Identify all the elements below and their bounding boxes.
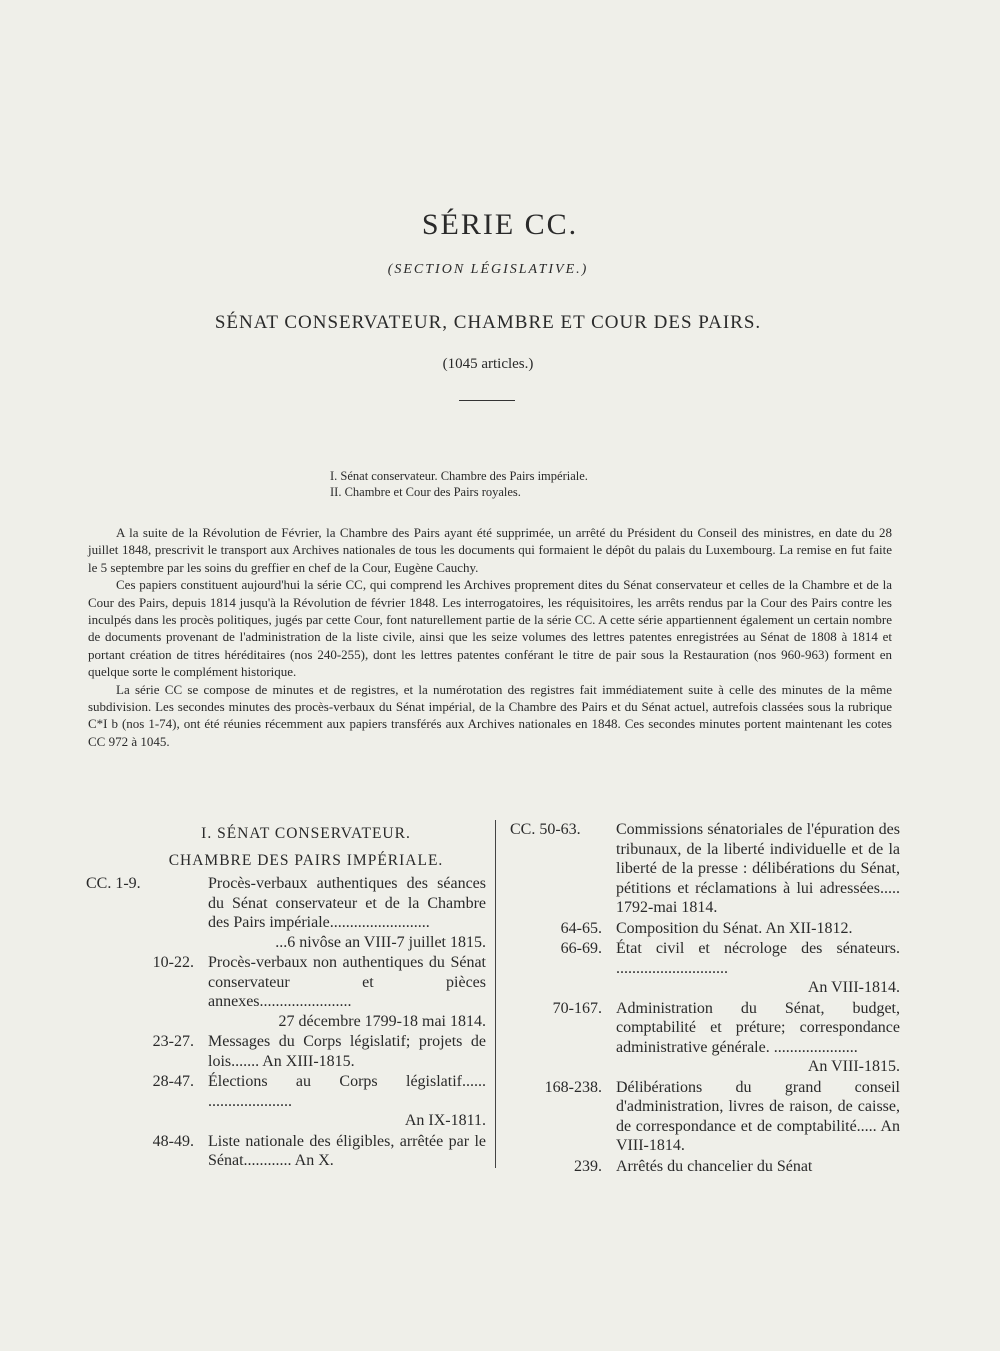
main-heading: SÉNAT CONSERVATEUR, CHAMBRE ET COUR DES PAIRS. bbox=[214, 312, 762, 333]
entry-desc: Messages du Corps législatif; projets de lois....... An XIII-1815. bbox=[208, 1033, 486, 1070]
entry-date: 27 décembre 1799-18 mai 1814. bbox=[278, 1012, 486, 1030]
articles-count: (1045 articles.) bbox=[442, 356, 534, 372]
entry-date: An VIII-1814. bbox=[807, 979, 900, 996]
entry-ref: 23-27. bbox=[152, 1033, 194, 1050]
inventory-entry bbox=[86, 1072, 486, 1131]
entry-date: An IX-1811. bbox=[404, 1112, 486, 1129]
inventory-entry bbox=[510, 939, 900, 998]
entry-date: ...6 nivôse an VIII-7 juillet 1815. bbox=[275, 933, 486, 951]
intro-paragraph: La série CC se compose de minutes et de registres, et la numérotation des registres fait immédiatement suite à celle des minutes de la même subdivision. Les secondes minutes des procès-verbaux du Sénat impérial, de la Chambre des Pairs et du Sénat actuel, autrefois classées sous la rubrique C*I b (nos 1-74), ont été réunies récemment aux papiers transférés aux Archives nationales en 1848. Ces secondes minutes portent maintenant les cotes CC 972 à 1045. bbox=[88, 681, 892, 749]
inventory-entry bbox=[510, 1078, 900, 1156]
entry-desc: Composition du Sénat. An XII-1812. bbox=[616, 919, 853, 937]
entry-desc: État civil et nécrologe des sénateurs. ............................ bbox=[616, 940, 900, 977]
entry-desc: Administration du Sénat, budget, comptabilité et préture; correspondance administrative générale. ..................... bbox=[616, 999, 900, 1056]
entry-date: An VIII-1815. bbox=[807, 1058, 900, 1075]
inventory-entry bbox=[510, 1157, 900, 1177]
inventory-entry bbox=[86, 874, 486, 952]
entry-ref: 239. bbox=[574, 1157, 602, 1175]
entry-desc: Arrêtés du chancelier du Sénat bbox=[616, 1157, 813, 1175]
entry-ref: 70-167. bbox=[552, 999, 602, 1017]
inventory-entry bbox=[86, 953, 486, 1031]
inventory-entry bbox=[86, 1032, 486, 1071]
entry-desc: Commissions sénatoriales de l'épuration des tribunaux, de la liberté individuelle et de la liberté de la presse : délibérations du Sénat, pétitions et réclamations à lui adressées..... 1792-mai 1814. bbox=[616, 821, 900, 916]
right-column bbox=[510, 820, 900, 1177]
entry-desc: Procès-verbaux authentiques des séances du Sénat conservateur et de la Chambre des Pairs impériale......................... bbox=[208, 875, 486, 931]
toc-item: I. Sénat conservateur. Chambre des Pairs impériale. bbox=[330, 469, 588, 483]
inventory-entry bbox=[86, 1132, 486, 1171]
section-subheading: CHAMBRE DES PAIRS IMPÉRIALE. bbox=[168, 852, 444, 869]
section-heading: I. SÉNAT CONSERVATEUR. bbox=[201, 825, 411, 842]
column-divider bbox=[495, 820, 496, 1168]
entry-ref: 168-238. bbox=[544, 1078, 602, 1096]
inventory-entry bbox=[510, 820, 900, 918]
inventory-entry bbox=[510, 999, 900, 1077]
entry-ref: CC. 1-9. bbox=[86, 875, 141, 892]
toc-item: II. Chambre et Cour des Pairs royales. bbox=[330, 485, 521, 499]
table-of-contents bbox=[330, 468, 588, 500]
introduction bbox=[88, 524, 892, 750]
left-column bbox=[86, 820, 486, 1172]
divider-rule bbox=[459, 400, 515, 401]
intro-paragraph: A la suite de la Révolution de Février, la Chambre des Pairs ayant été supprimée, un arrêté du Président du Conseil des ministres, en date du 28 juillet 1848, prescrivit le transport aux Archives nationales de tous les documents qui formaient le dépôt du palais du Luxembourg. La remise en fut faite le 5 septembre par les soins du greffier en chef de la Cour, Eugène Cauchy. bbox=[88, 525, 892, 575]
entry-ref: 10-22. bbox=[152, 954, 194, 971]
section-subtitle: (SECTION LÉGISLATIVE.) bbox=[387, 262, 589, 277]
inventory-entry bbox=[510, 919, 900, 939]
entry-desc: Délibérations du grand conseil d'administration, livres de raison, de caisse, de correspondance et de comptabilité..... An VIII-1814. bbox=[616, 1078, 900, 1154]
entry-desc: Élections au Corps législatif...... ..................... bbox=[208, 1073, 486, 1110]
entry-ref: 48-49. bbox=[152, 1132, 194, 1150]
entry-ref: CC. 50-63. bbox=[510, 821, 581, 838]
intro-paragraph: Ces papiers constituent aujourd'hui la série CC, qui comprend les Archives proprement dites du Sénat conservateur et celles de la Chambre et de la Cour des Pairs, depuis 1814 jusqu'à la Révolution de février 1848. Les interrogatoires, les réquisitoires, les arrêts rendus par la Cour des Pairs contre les inculpés dans les procès politiques, jugés par cette Cour, font naturellement partie de la série CC. A cette série appartiennent également un certain nombre de documents provenant de l'administration de la liste civile, ainsi que les seize volumes des lettres patentes enregistrées au Sénat de 1808 à 1814 et portant création de titres héréditaires (nos 240-255), dont les lettres patentes conférant le titre de pair sous la Restauration (nos 960-963) forment en quelque sorte le complément historique. bbox=[88, 577, 892, 680]
entry-ref: 64-65. bbox=[560, 919, 602, 937]
serie-title: SÉRIE CC. bbox=[421, 208, 579, 241]
entry-ref: 28-47. bbox=[152, 1073, 194, 1090]
entry-ref: 66-69. bbox=[560, 940, 602, 957]
entry-desc: Procès-verbaux non authentiques du Sénat conservateur et pièces annexes....................... bbox=[208, 954, 486, 1010]
entry-desc: Liste nationale des éligibles, arrêtée par le Sénat............ An X. bbox=[208, 1132, 486, 1169]
